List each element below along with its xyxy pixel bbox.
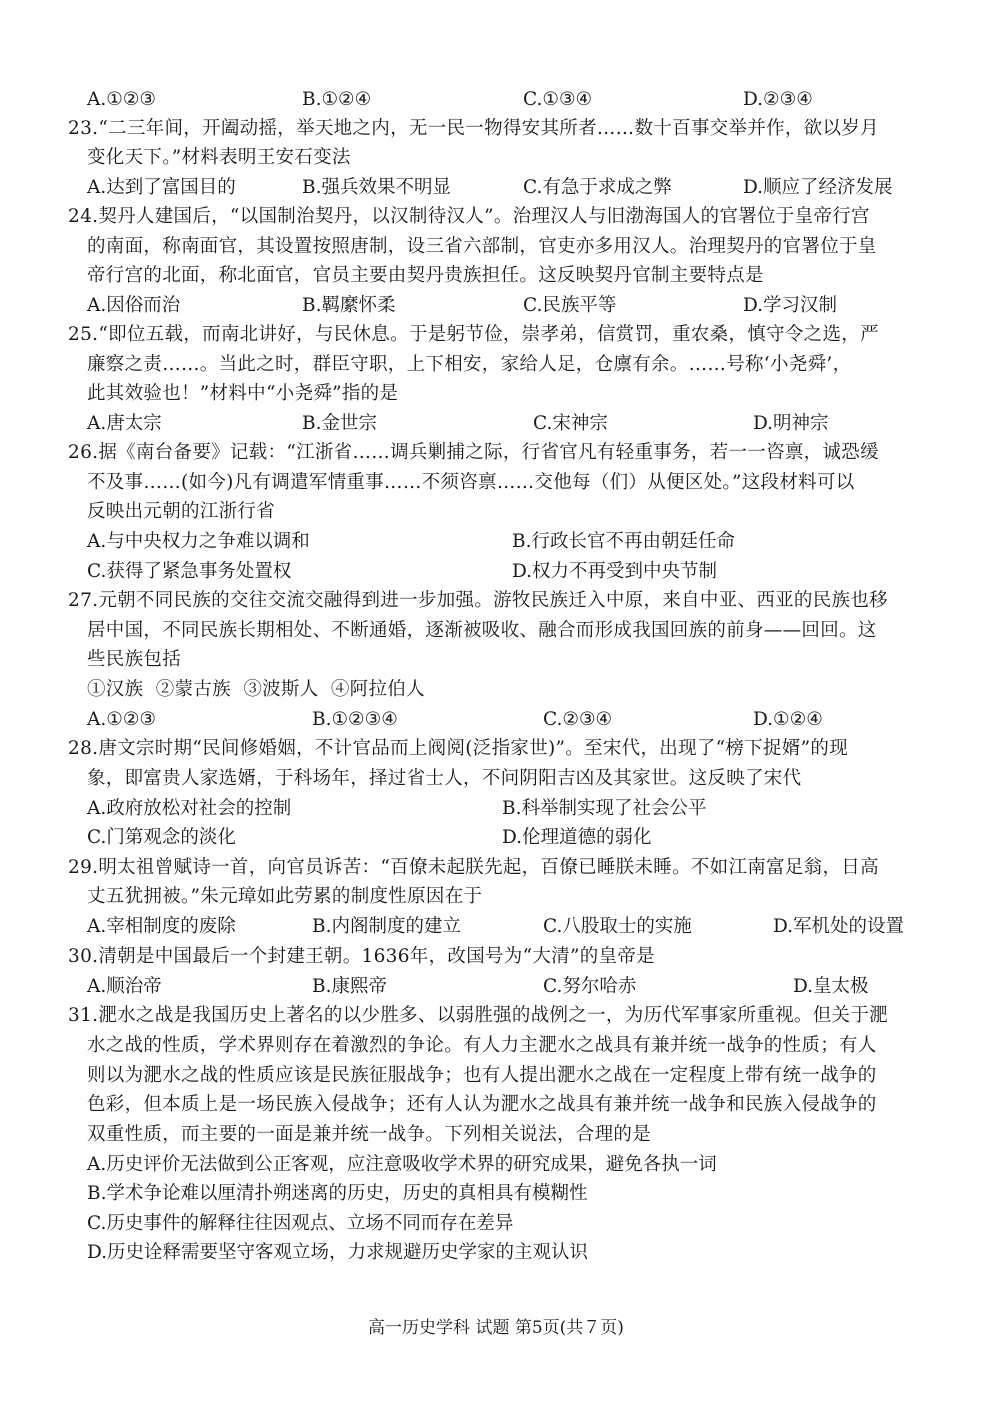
top-option-b: B.①②④ — [302, 89, 372, 110]
q23-stem-line-2: 变化天下。”材料表明王安石变法 — [87, 147, 351, 168]
q29-option-d: D.军机处的设置 — [773, 916, 905, 937]
q31-option-b: B.学术争论难以厘清扑朔迷离的历史，历史的真相具有模糊性 — [87, 1183, 588, 1204]
q27-stem-line-3: 些民族包括 — [87, 649, 182, 670]
q31-stem-line-3: 则以为淝水之战的性质应该是民族征服战争；也有人提出淝水之战在一定程度上带有统一战争的 — [87, 1065, 877, 1086]
q24-option-c: C.民族平等 — [523, 295, 617, 316]
q25-option-d: D.明神宗 — [753, 413, 829, 434]
q30-option-b: B.康熙帝 — [312, 976, 387, 997]
q27-option-b: B.①②③④ — [312, 709, 398, 730]
top-option-d: D.②③④ — [743, 89, 813, 110]
q23-option-a: A.达到了富国目的 — [87, 177, 236, 198]
q30-option-c: C.努尔哈赤 — [543, 976, 637, 997]
q25-option-c: C.宋神宗 — [533, 413, 608, 434]
q26-stem-line-3: 反映出元朝的江浙行省 — [87, 501, 276, 522]
q24-stem-line-1: 24.契丹人建国后，“以国制治契丹，以汉制待汉人”。治理汉人与旧渤海国人的官署位于皇帝行宫 — [68, 206, 870, 227]
q29-option-b: B.内阁制度的建立 — [312, 916, 461, 937]
q27-stem-line-2: 居中国，不同民族长期相处、不断通婚，逐渐被吸收、融合而形成我国回族的前身——回回。这 — [87, 620, 877, 641]
q29-option-c: C.八股取士的实施 — [543, 916, 692, 937]
q25-stem-line-1: 25.“即位五载，而南北讲好，与民休息。于是躬节俭，崇孝弟，信赏罚，重农桑，慎守令之选，严 — [68, 324, 879, 345]
q30-stem-line-1: 30.清朝是中国最后一个封建王朝。1636年，改国号为“大清”的皇帝是 — [68, 946, 655, 967]
q25-option-b: B.金世宗 — [302, 413, 377, 434]
q29-stem-line-2: 丈五犹拥被。”朱元璋如此劳累的制度性原因在于 — [87, 886, 483, 907]
q28-option-c: C.门第观念的淡化 — [87, 827, 236, 848]
q28-option-a: A.政府放松对社会的控制 — [87, 798, 292, 819]
q27-option-c: C.②③④ — [543, 709, 613, 730]
q27-stem-line-1: 27.元朝不同民族的交往交流交融得到进一步加强。游牧民族迁入中原，来自中亚、西亚的民族也移 — [68, 590, 888, 611]
q26-option-d: D.权力不再受到中央节制 — [512, 561, 718, 582]
q23-option-d: D.顺应了经济发展 — [743, 177, 893, 198]
top-option-c: C.①③④ — [523, 89, 593, 110]
q28-stem-line-2: 象，即富贵人家选婿，于科场年，择过省士人，不问阴阳吉凶及其家世。这反映了宋代 — [87, 768, 802, 789]
q26-option-c: C.获得了紧急事务处置权 — [87, 561, 292, 582]
top-option-a: A.①②③ — [87, 89, 156, 110]
q23-option-b: B.强兵效果不明显 — [302, 177, 451, 198]
q31-stem-line-1: 31.淝水之战是我国历史上著名的以少胜多、以弱胜强的战例之一，为历代军事家所重视。但关于淝 — [68, 1005, 888, 1026]
q24-stem-line-2: 的南面，称南面官，其设置按照唐制，设三省六部制，官吏亦多用汉人。治理契丹的官署位于皇 — [87, 236, 877, 257]
q31-stem-line-5: 双重性质，而主要的一面是兼并统一战争。下列相关说法，合理的是 — [87, 1124, 652, 1145]
q31-stem-line-2: 水之战的性质，学术界则存在着激烈的争论。有人力主淝水之战具有兼并统一战争的性质；有人 — [87, 1035, 877, 1056]
q24-option-b: B.羁縻怀柔 — [302, 295, 396, 316]
q23-option-c: C.有急于求成之弊 — [523, 177, 672, 198]
q27-option-a: A.①②③ — [87, 709, 156, 730]
q24-option-d: D.学习汉制 — [743, 295, 838, 316]
q29-option-a: A.宰相制度的废除 — [87, 916, 236, 937]
q25-stem-line-3: 此其效验也！”材料中“小尧舜”指的是 — [87, 383, 399, 404]
page-footer: 高一历史学科 试题 第5页(共７页) — [368, 1318, 624, 1338]
q25-option-a: A.唐太宗 — [87, 413, 162, 434]
q31-stem-line-4: 色彩，但本质上是一场民族入侵战争；还有人认为淝水之战具有兼并统一战争和民族入侵战争的 — [87, 1094, 877, 1115]
q28-stem-line-1: 28.唐文宗时期“民间修婚姻，不计官品而上阀阅(泛指家世)”。至宋代，出现了“榜下捉婿”的现 — [68, 738, 848, 759]
q25-stem-line-2: 廉察之责……。当此之时，群臣守职，上下相安，家给人足，仓廪有余。……号称‘小尧舜’， — [87, 354, 852, 375]
q24-stem-line-3: 帝行宫的北面，称北面官，官员主要由契丹贵族担任。这反映契丹官制主要特点是 — [87, 265, 764, 286]
q24-option-a: A.因俗而治 — [87, 295, 181, 316]
q30-option-d: D.皇太极 — [793, 976, 869, 997]
q26-stem-line-1: 26.据《南台备要》记载：“江浙省……调兵剿捕之际，行省官凡有轻重事务，若一一咨禀，诚恐缓 — [68, 442, 879, 463]
q29-stem-line-1: 29.明太祖曾赋诗一首，向官员诉苦：“百僚未起朕先起，百僚已睡朕未睡。不如江南富足翁，日高 — [68, 857, 879, 878]
q31-option-c: C.历史事件的解释往往因观点、立场不同而存在差异 — [87, 1213, 514, 1234]
q31-option-a: A.历史评价无法做到公正客观，应注意吸收学术界的研究成果，避免各执一词 — [87, 1154, 717, 1175]
q31-option-d: D.历史诠释需要坚守客观立场，力求规避历史学家的主观认识 — [87, 1242, 589, 1263]
q30-option-a: A.顺治帝 — [87, 976, 162, 997]
q26-option-b: B.行政长官不再由朝廷任命 — [512, 531, 735, 552]
q23-stem-line-1: 23.“二三年间，开阖动摇，举天地之内，无一民一物得安其所者……数十百事交举并作，欲以岁月 — [68, 118, 879, 139]
q27-option-d: D.①②④ — [753, 709, 823, 730]
q28-option-b: B.科举制实现了社会公平 — [502, 798, 707, 819]
q26-stem-line-2: 不及事……(如今)凡有调遣军情重事……不须咨禀……交他每（们）从便区处。”这段材料可以 — [87, 472, 855, 493]
q27-items: ①汉族 ②蒙古族 ③波斯人 ④阿拉伯人 — [87, 679, 425, 700]
q28-option-d: D.伦理道德的弱化 — [502, 827, 652, 848]
q26-option-a: A.与中央权力之争难以调和 — [87, 531, 310, 552]
